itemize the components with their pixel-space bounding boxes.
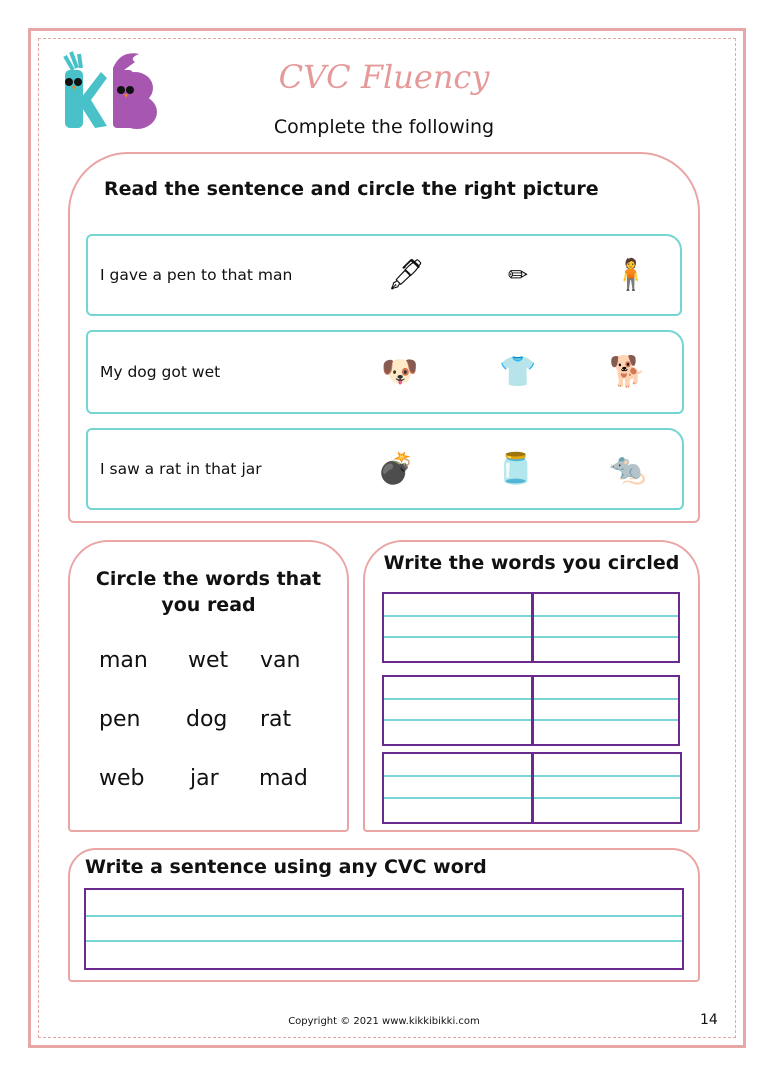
word[interactable]: van bbox=[260, 648, 301, 673]
writing-grid[interactable] bbox=[382, 592, 680, 663]
word[interactable]: man bbox=[99, 648, 148, 673]
sentence-text: My dog got wet bbox=[100, 363, 221, 381]
word[interactable]: pen bbox=[99, 707, 141, 732]
word[interactable]: mad bbox=[259, 766, 308, 791]
sentence-writing-grid[interactable] bbox=[84, 888, 684, 970]
picture-section-heading: Read the sentence and circle the right picture bbox=[104, 178, 599, 200]
writing-grid[interactable] bbox=[382, 752, 682, 824]
sentence-text: I saw a rat in that jar bbox=[100, 460, 262, 478]
dog-icon[interactable]: 🐶 bbox=[381, 354, 419, 390]
word[interactable]: wet bbox=[188, 648, 229, 673]
sentence-text: I gave a pen to that man bbox=[100, 266, 293, 284]
jar-icon[interactable]: 🫙 bbox=[497, 451, 535, 487]
logo bbox=[55, 48, 165, 133]
write-words-heading: Write the words you circled bbox=[383, 552, 680, 574]
rat-icon[interactable]: 🐀 bbox=[609, 451, 647, 487]
wet-shirt-icon[interactable]: 👕 bbox=[499, 354, 537, 390]
sentence-row bbox=[86, 234, 682, 316]
word[interactable]: web bbox=[99, 766, 145, 791]
writing-grid[interactable] bbox=[382, 675, 680, 746]
page-number: 14 bbox=[700, 1012, 718, 1028]
word[interactable]: jar bbox=[190, 766, 219, 791]
heading-line: you read bbox=[161, 594, 256, 616]
puppy-icon[interactable]: 🐕 bbox=[609, 354, 647, 390]
write-sentence-heading: Write a sentence using any CVC word bbox=[85, 856, 487, 878]
sentence-row bbox=[86, 428, 684, 510]
circle-words-heading bbox=[68, 566, 349, 618]
bomb-icon[interactable]: 💣 bbox=[377, 451, 415, 487]
pen-icon[interactable]: 🖋 bbox=[386, 257, 426, 293]
sentence-row bbox=[86, 330, 684, 414]
page-subtitle: Complete the following bbox=[273, 116, 495, 138]
man-icon[interactable]: 🧍 bbox=[612, 257, 650, 293]
pencil-icon[interactable]: ✏ bbox=[507, 261, 529, 289]
word[interactable]: dog bbox=[186, 707, 228, 732]
word[interactable]: rat bbox=[260, 707, 292, 732]
heading-line: Circle the words that bbox=[95, 568, 322, 590]
page-title: CVC Fluency bbox=[278, 58, 490, 96]
copyright: Copyright © 2021 www.kikkibikki.com bbox=[288, 1016, 480, 1027]
